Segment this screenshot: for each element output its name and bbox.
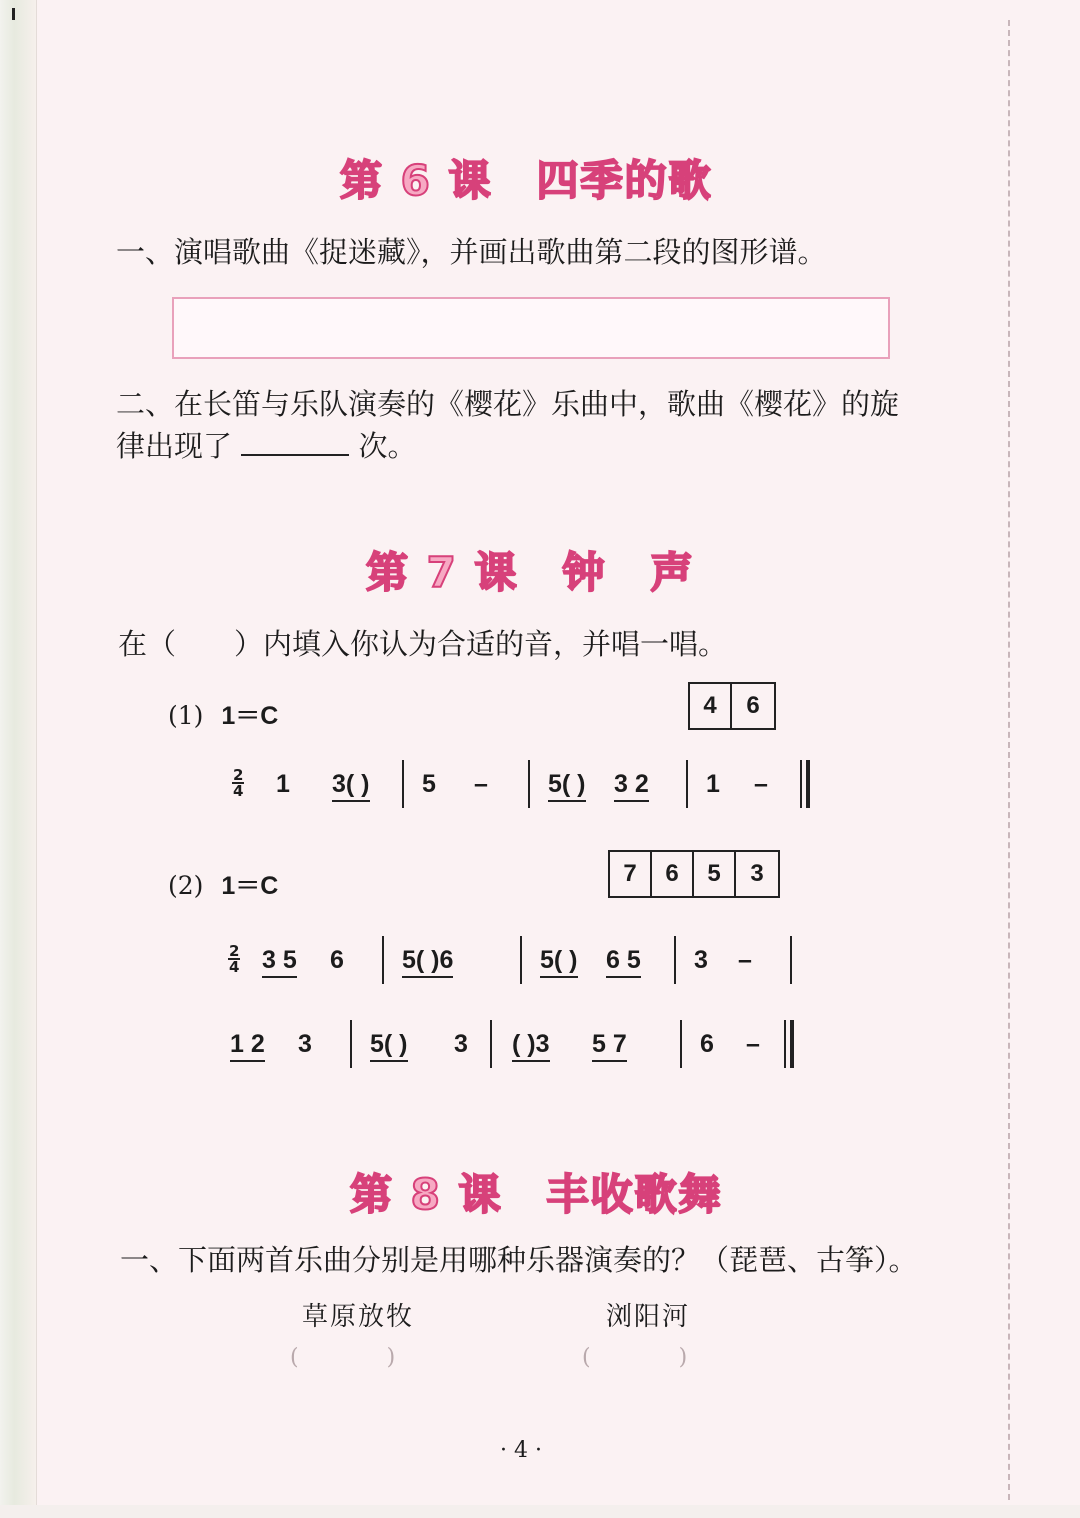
note-blank[interactable]: 5( ) (548, 770, 586, 802)
lesson6-question2-line1: 二、在长笛与乐队演奏的《樱花》乐曲中，歌曲《樱花》的旋 (116, 387, 900, 421)
note: 5 7 (592, 1030, 627, 1062)
note: 1 (276, 770, 290, 798)
ex2-choice: 7 (610, 852, 652, 896)
barline (528, 760, 530, 808)
note: 1 (706, 770, 720, 798)
ex2-choice: 5 (694, 852, 736, 896)
time-den: 4 (233, 782, 244, 800)
page-number: · 4 · (500, 1438, 542, 1463)
note-blank[interactable]: 5( ) (540, 946, 578, 978)
ex1-choice: 4 (690, 684, 732, 728)
cut-line (1008, 20, 1010, 1500)
lesson7-title: 第 7 课 钟 声 (366, 548, 695, 597)
note: 3 (694, 946, 708, 974)
note: 6 5 (606, 946, 641, 978)
note: 3 5 (262, 946, 297, 978)
lesson8-question1: 一、下面两首乐曲分别是用哪种乐器演奏的？（琵琶、古筝）。 (120, 1243, 918, 1277)
note-blank[interactable]: ( )3 (512, 1030, 550, 1062)
note: 6 (330, 946, 344, 974)
ex1-time-signature (232, 768, 244, 798)
barline (680, 1020, 682, 1068)
ex2-key: 1＝C (221, 872, 279, 900)
question2-text-b: 次。 (358, 429, 417, 463)
question2-text-a: 律出现了 (116, 429, 233, 463)
answer-paren[interactable]: ( ) (582, 1345, 688, 1370)
answer-paren[interactable]: ( ) (290, 1345, 396, 1370)
note-blank[interactable]: 5( ) (370, 1030, 408, 1062)
ex1-label (168, 696, 278, 732)
note-dash: – (746, 1030, 760, 1058)
final-barline-thin (800, 760, 802, 808)
note: 1 2 (230, 1030, 265, 1062)
barline (674, 936, 676, 984)
note: 6 (700, 1030, 714, 1058)
page-bottom-edge (0, 1505, 1080, 1518)
note: 3 (298, 1030, 312, 1058)
note: 3 2 (614, 770, 649, 802)
ex2-choice: 6 (652, 852, 694, 896)
note: 3 (454, 1030, 468, 1058)
final-barline-thick (790, 1020, 794, 1068)
time-num: 2 (229, 942, 240, 960)
barline (686, 760, 688, 808)
lesson6-question1: 一、演唱歌曲《捉迷藏》，并画出歌曲第二段的图形谱。 (116, 235, 827, 269)
note-dash: – (738, 946, 752, 974)
piece-title: 浏阳河 (606, 1302, 691, 1332)
lesson8-title: 第 8 课 丰收歌舞 (350, 1170, 723, 1219)
barline (490, 1020, 492, 1068)
graphic-score-answer-box[interactable] (172, 297, 890, 359)
note-dash: – (474, 770, 488, 798)
time-den: 4 (229, 958, 240, 976)
final-barline-thick (806, 760, 810, 808)
ex2-choice-box (608, 850, 780, 898)
answer-blank[interactable] (241, 430, 349, 456)
ex2-label (168, 866, 278, 902)
ex2-number: (2) (168, 871, 204, 900)
ex1-number: (1) (168, 701, 204, 730)
piece-title: 草原放牧 (302, 1302, 415, 1332)
barline (520, 936, 522, 984)
ex1-key: 1＝C (221, 702, 279, 730)
note: 5 (422, 770, 436, 798)
note-blank[interactable]: 3( ) (332, 770, 370, 802)
ex1-choice: 6 (746, 692, 760, 719)
lesson6-title: 第 6 课 四季的歌 (340, 156, 713, 205)
barline (350, 1020, 352, 1068)
final-barline-thin (784, 1020, 786, 1068)
ex1-choice-box (688, 682, 776, 730)
barline (790, 936, 792, 984)
ex2-choice: 3 (750, 860, 764, 887)
note-dash: – (754, 770, 768, 798)
lesson6-question2-line2 (116, 424, 416, 465)
time-num: 2 (233, 766, 244, 784)
lesson7-instruction: 在（ ）内填入你认为合适的音，并唱一唱。 (118, 627, 728, 661)
barline (402, 760, 404, 808)
corner-mark (12, 8, 15, 20)
note-blank[interactable]: 5( )6 (402, 946, 453, 978)
ex2-time-signature (228, 944, 240, 974)
barline (382, 936, 384, 984)
page-binding-edge (0, 0, 37, 1518)
